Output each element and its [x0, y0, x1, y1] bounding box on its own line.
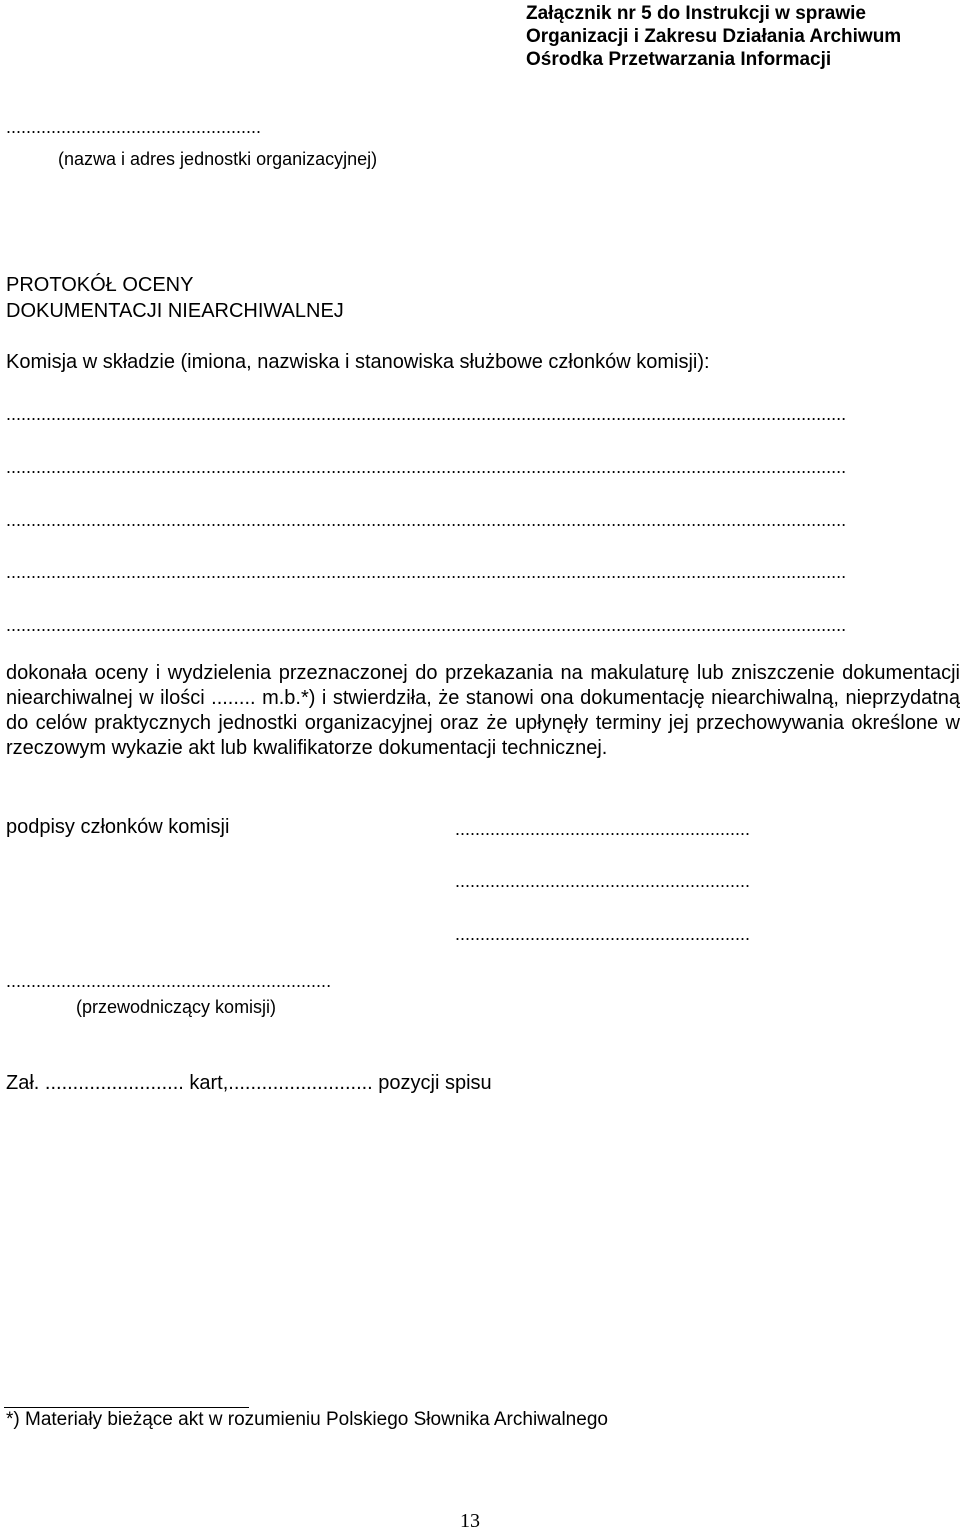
chair-caption: (przewodniczący komisji) [76, 997, 277, 1017]
title-line-1: PROTOKÓŁ OCENY [6, 274, 194, 296]
chair-signature-line: ................................................................. [6, 971, 332, 991]
header-line-3: Ośrodka Przetwarzania Informacji [526, 49, 832, 70]
member-line-1: ........................................................................................................................................................................ [6, 404, 847, 424]
header-line-1: Załącznik nr 5 do Instrukcji w sprawie [526, 3, 866, 24]
assessment-paragraph: dokonała oceny i wydzielenia przeznaczonej do przekazania na makulaturę lub zniszczenie dokumentacji niearchiwalnej w ilości ........ m.b.*) i stwierdziła, że stanowi ona dokumentację niearchiwalną, nieprzydatną do celów praktycznych jednostki organizacyjnej oraz że upłynęły terminy jej przechowywania określone w rzeczowym wykazie akt lub kwalifikatorze dokumentacji technicznej. [6, 662, 960, 759]
footnote-divider [4, 1407, 249, 1408]
attachment-header [526, 2, 946, 71]
signature-line-3: ........................................................... [455, 924, 751, 944]
header-line-2: Organizacji i Zakresu Działania Archiwum [526, 26, 902, 47]
signature-line-2: ........................................................... [455, 871, 751, 891]
committee-members-intro: Komisja w składzie (imiona, nazwiska i stanowiska służbowe członków komisji): [6, 351, 710, 373]
signatures-label: podpisy członków komisji [6, 816, 230, 838]
page-number: 13 [460, 1510, 480, 1532]
unit-name-blank: ................................................... [6, 117, 262, 137]
member-line-2: ........................................................................................................................................................................ [6, 457, 847, 477]
unit-name-caption: (nazwa i adres jednostki organizacyjnej) [58, 149, 378, 169]
title-line-2: DOKUMENTACJI NIEARCHIWALNEJ [6, 300, 344, 322]
document-title [6, 272, 344, 324]
footnote: *) Materiały bieżące akt w rozumieniu Polskiego Słownika Archiwalnego [6, 1409, 608, 1430]
signature-line-1: ........................................................... [455, 819, 751, 839]
member-line-5: ........................................................................................................................................................................ [6, 615, 847, 635]
attachments-line: Zał. ......................... kart,.......................... pozycji spisu [6, 1072, 492, 1094]
member-line-4: ........................................................................................................................................................................ [6, 562, 847, 582]
member-line-3: ........................................................................................................................................................................ [6, 510, 847, 530]
